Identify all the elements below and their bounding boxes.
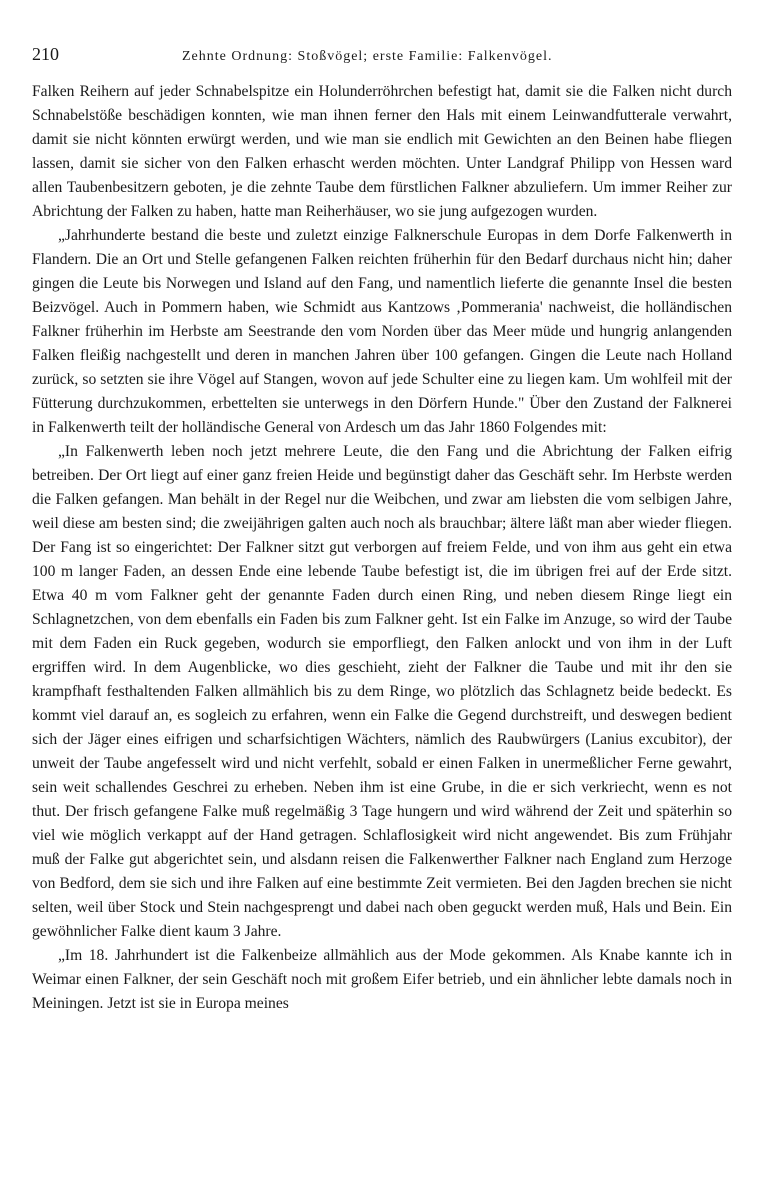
book-page	[32, 44, 732, 1016]
page-header	[32, 44, 732, 72]
paragraph-2: „Jahrhunderte bestand die beste und zuletzt einzige Falknerschule Europas in dem Dorfe Falkenwerth in Flandern. Die an Ort und Stelle gefangenen Falken reichten früherhin für den Bedarf durchaus nicht hin; daher gingen die Leute bis Norwegen und Island auf den Fang, und namentlich lieferte die genannte Insel die besten Beizvögel. Auch in Pommern haben, wie Schmidt aus Kantzows ‚Pommerania' nachweist, die holländischen Falkner früherhin im Herbste am Seestrande den vom Norden über das Meer müde und hungrig anlangenden Falken fleißig nachgestellt und deren in manchen Jahren über 100 gefangen. Gingen die Leute nach Holland zurück, so setzten sie ihre Vögel auf Stangen, wovon auf jede Schulter eine zu liegen kam. Um wohlfeil mit der Fütterung durchzukommen, erbettelten sie unterwegs in den Dörfern Hunde." Über den Zustand der Falknerei in Falkenwerth teilt der holländische General von Ardesch um das Jahr 1860 Folgendes mit:	[32, 227, 732, 436]
paragraph-1: Falken Reihern auf jeder Schnabelspitze ein Holunderröhrchen befestigt hat, damit sie die Falken nicht durch Schnabelstöße beschädigen konnten, wie man ihnen ferner den Hals mit einem Leinwandfutterale verwahrt, damit sie nicht könnten erwürgt werden, und wie man sie endlich mit Gewichten an den Beinen habe fliegen lassen, damit sie sicher von den Falken erhascht werden möchten. Unter Landgraf Philipp von Hessen ward allen Taubenbesitzern geboten, je die zehnte Taube dem fürstlichen Falkner abzuliefern. Um immer Reiher zur Abrichtung der Falken zu haben, hatte man Reiherhäuser, wo sie jung aufgezogen wurden.	[32, 83, 732, 220]
paragraph-4: „Im 18. Jahrhundert ist die Falkenbeize allmählich aus der Mode gekommen. Als Knabe kannte ich in Weimar einen Falkner, der sein Geschäft noch mit großem Eifer betrieb, und ein ähnlicher lebte damals noch in Meiningen. Jetzt ist sie in Europa meines	[32, 947, 732, 1012]
body-text	[32, 80, 732, 1016]
page-number: 210	[32, 44, 59, 64]
paragraph-3: „In Falkenwerth leben noch jetzt mehrere Leute, die den Fang und die Abrichtung der Falken eifrig betreiben. Der Ort liegt auf einer ganz freien Heide und begünstigt daher das Geschäft sehr. Im Herbste werden die Falken gefangen. Man behält in der Regel nur die Weibchen, und zwar am liebsten die vom selbigen Jahre, weil diese am besten sind; die zweijährigen galten auch noch als brauchbar; ältere läßt man aber wieder fliegen. Der Fang ist so eingerichtet: Der Falkner sitzt gut verborgen auf freiem Felde, und von ihm aus geht ein etwa 100 m langer Faden, an dessen Ende eine lebende Taube befestigt ist, die im übrigen frei auf der Erde sitzt. Etwa 40 m vom Falkner geht der genannte Faden durch einen Ring, und neben diesem Ringe liegt ein Schlagnetzchen, von dem ebenfalls ein Faden bis zum Falkner geht. Ist ein Falke im Anzuge, so wird der Taube mit dem Faden ein Ruck gegeben, wodurch sie emporfliegt, den Falken anlockt und von ihm in der Luft ergriffen wird. In dem Augenblicke, wo dies geschieht, zieht der Falkner die Taube und mit ihr den sie krampfhaft festhaltenden Falken allmählich bis zu dem Ringe, wo plötzlich das Schlagnetz beide bedeckt. Es kommt viel darauf an, es sogleich zu erfahren, wenn ein Falke die Gegend durchstreift, und deswegen bedient sich der Jäger eines eifrigen und scharfsichtigen Wächters, nämlich des Raubwürgers (Lanius excubitor), der unweit der Taube angefesselt wird und nicht verfehlt, sobald er einen Falken in unermeßlicher Ferne gewahrt, sein weit schallendes Geschrei zu erheben. Neben ihm ist eine Grube, in die er sich verkriecht, wenn es not thut. Der frisch gefangene Falke muß regelmäßig 3 Tage hungern und wird während der Zeit und späterhin so viel wie möglich verkappt auf der Hand getragen. Schlaflosigkeit wird nicht angewendet. Bis zum Frühjahr muß der Falke gut abgerichtet sein, und alsdann reisen die Falkenwerther Falkner nach England zum Herzoge von Bedford, dem sie sich und ihre Falken auf eine bestimmte Zeit vermieten. Bei den Jagden brechen sie nicht selten, weil über Stock und Stein nachgesprengt und dabei nach oben geguckt werden muß, Hals und Bein. Ein gewöhnlicher Falke dient kaum 3 Jahre.	[32, 443, 732, 940]
running-title: Zehnte Ordnung: Stoßvögel; erste Familie: Falkenvögel.	[182, 49, 553, 64]
